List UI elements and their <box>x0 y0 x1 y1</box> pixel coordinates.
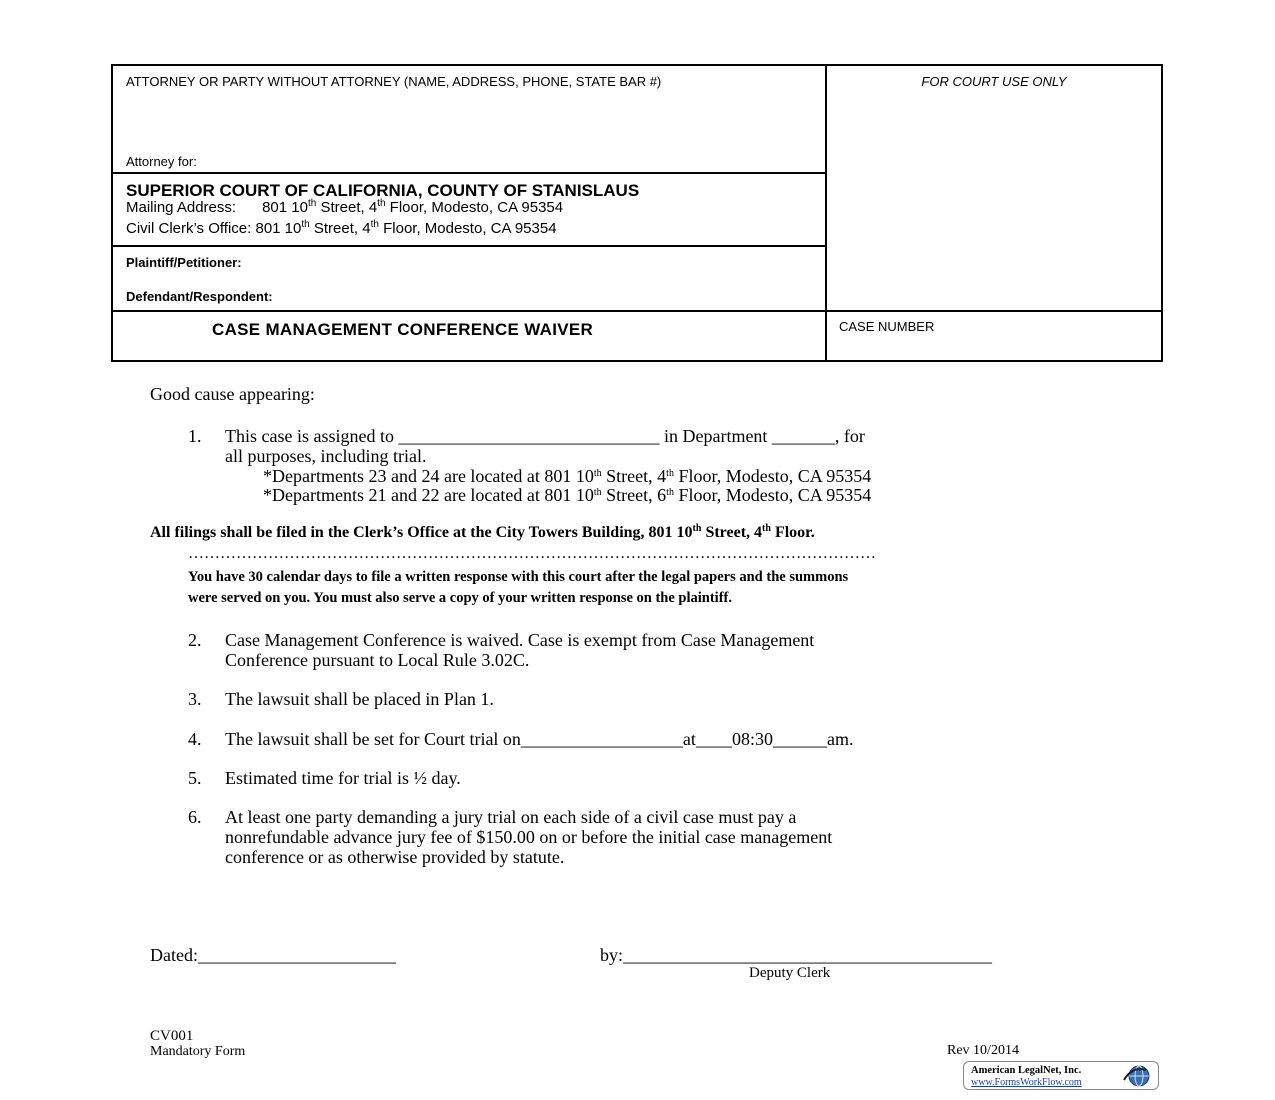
publisher-link[interactable]: www.FormsWorkFlow.com <box>971 1077 1082 1088</box>
deputy-clerk-label: Deputy Clerk <box>749 965 831 981</box>
item-2-line-1: Case Management Conference is waived. Case is exempt from Case Management <box>225 630 815 650</box>
signature-line: by:_________________________________________ <box>600 945 993 965</box>
item-5-number: 5. <box>188 768 202 788</box>
dated-line: Dated:______________________ <box>150 945 396 965</box>
clerk-label: Civil Clerk’s Office: <box>126 220 252 237</box>
item-1-line-2: all purposes, including trial. <box>225 446 427 466</box>
notice-line-1: You have 30 calendar days to file a written response with this court after the legal papers and the summons <box>188 569 849 585</box>
item-5-text: Estimated time for trial is ½ day. <box>225 768 461 788</box>
item-1-line-1: This case is assigned to _____________________________ in Department _______, for <box>225 426 865 446</box>
clerk-office-address: Civil Clerk’s Office: 801 10th Street, 4th Floor, Modesto, CA 95354 <box>126 219 557 237</box>
publisher-logo[interactable] <box>963 1061 1159 1090</box>
item-4-text: The lawsuit shall be set for Court trial on__________________at____08:30______am. <box>225 729 854 749</box>
department-location-a: *Departments 23 and 24 are located at 801 10th Street, 4th Floor, Modesto, CA 95354 <box>263 466 872 486</box>
court-name: SUPERIOR COURT OF CALIFORNIA, COUNTY OF STANISLAUS <box>126 181 640 200</box>
column-divider <box>825 66 827 362</box>
item-3-text: The lawsuit shall be placed in Plan 1. <box>225 689 494 709</box>
form-title: CASE MANAGEMENT CONFERENCE WAIVER <box>212 320 594 339</box>
item-4-number: 4. <box>188 729 202 749</box>
item-1-number: 1. <box>188 426 202 446</box>
court-use-label: FOR COURT USE ONLY <box>921 74 1067 89</box>
item-6-number: 6. <box>188 807 202 827</box>
case-number-label: CASE NUMBER <box>839 319 935 334</box>
dotted-separator: ………………………………………………………………………………………………………………… <box>188 545 876 562</box>
divider-attorney <box>113 172 825 174</box>
divider-title <box>113 310 1163 312</box>
attorney-for-label: Attorney for: <box>126 154 197 169</box>
plaintiff-label: Plaintiff/Petitioner: <box>126 255 242 270</box>
divider-court <box>113 245 825 247</box>
mailing-label: Mailing Address: <box>126 199 237 216</box>
item-6-line-2: nonrefundable advance jury fee of $150.00 on or before the initial case management <box>225 827 833 847</box>
item-6-line-3: conference or as otherwise provided by statute. <box>225 847 565 867</box>
intro-text: Good cause appearing: <box>150 384 315 404</box>
trial-time: ____08:30______ <box>695 729 827 749</box>
globe-icon <box>1120 1064 1154 1088</box>
department-location-b: *Departments 21 and 22 are located at 801 10th Street, 6th Floor, Modesto, CA 95354 <box>263 485 872 505</box>
item-6-line-1: At least one party demanding a jury trial on each side of a civil case must pay a <box>225 807 797 827</box>
attorney-label: ATTORNEY OR PARTY WITHOUT ATTORNEY (NAME, ADDRESS, PHONE, STATE BAR #) <box>126 74 662 89</box>
mailing-address: Mailing Address: 801 10th Street, 4th Floor, Modesto, CA 95354 <box>126 198 564 216</box>
form-code: CV001 <box>150 1028 194 1044</box>
publisher-name: American LegalNet, Inc. <box>971 1065 1082 1076</box>
item-2-line-2: Conference pursuant to Local Rule 3.02C. <box>225 650 530 670</box>
filing-instruction: All filings shall be filed in the Clerk’s Office at the City Towers Building, 801 10th Street, 4th Floor. <box>150 523 815 541</box>
notice-line-2: were served on you. You must also serve a copy of your written response on the plaintiff. <box>188 590 732 606</box>
item-2-number: 2. <box>188 630 202 650</box>
mandatory-form-label: Mandatory Form <box>150 1044 246 1059</box>
revision-date: Rev 10/2014 <box>947 1043 1019 1058</box>
defendant-label: Defendant/Respondent: <box>126 289 273 304</box>
item-3-number: 3. <box>188 689 202 709</box>
caption-box <box>111 64 1163 362</box>
